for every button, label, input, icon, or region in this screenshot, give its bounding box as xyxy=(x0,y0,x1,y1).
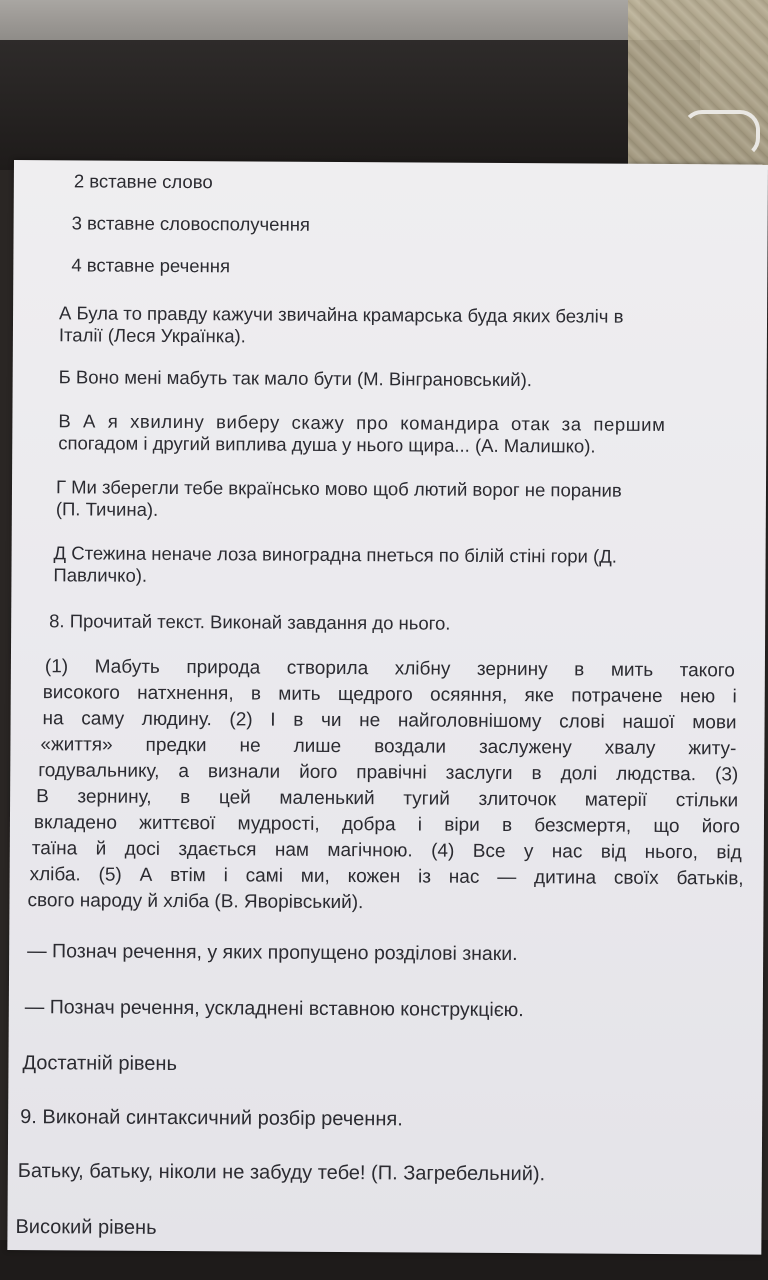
background-cable xyxy=(682,110,760,158)
level-high: Високий рівень xyxy=(15,1216,157,1239)
option-4: 4 вставне речення xyxy=(71,254,231,277)
sentence-a-line-1: А Була то правду кажучи звичайна крамарська буда яких безліч в xyxy=(59,302,624,327)
sentence-a-line-2: Італії (Леся Українка). xyxy=(58,324,246,347)
level-sufficient: Достатній рівень xyxy=(22,1052,178,1076)
task8-text-line-8: таїна й досі здається нам магічною. (4) Все у нас від нього, від xyxy=(31,838,742,864)
task8-text-line-1: (1) Мабуть природа створила хлібну зернину в мить такого xyxy=(44,656,735,682)
task8-instruction-1: — Познач речення, у яких пропущено розділові знаки. xyxy=(27,940,518,966)
sentence-d-line-2: Павличко). xyxy=(53,564,148,586)
background-pillow xyxy=(0,0,640,40)
task8-text-line-3: на саму людину. (2) І в чи не найголовнішому слові нашої мови xyxy=(42,708,737,734)
task8-heading: 8. Прочитай текст. Виконай завдання до нього. xyxy=(49,610,451,634)
task8-instruction-2: — Познач речення, ускладнені вставною конструкцією. xyxy=(24,996,524,1022)
sentence-v-line-1-text: В А я хвилину виберу скажу про командира отак за першим xyxy=(58,410,666,435)
task8-text-line-5: годувальнику, а визнали його правічні заслуги в долі людства. (3) xyxy=(38,760,739,786)
task9-heading: 9. Виконай синтаксичний розбір речення. xyxy=(20,1106,403,1131)
sentence-d-line-1: Д Стежина неначе лоза виноградна пнеться по білій стіні гори (Д. xyxy=(53,542,617,567)
paper-sheet xyxy=(7,160,768,1255)
task8-text-line-4: «життя» предки не лише воздали заслужену хвалу житу- xyxy=(40,734,737,760)
option-3: 3 вставне словосполучення xyxy=(71,212,311,235)
option-2: 2 вставне слово xyxy=(73,170,213,193)
background-dark-band xyxy=(0,40,700,170)
task8-text-line-2: високого натхнення, в мить щедрого осяяння, яке потрачене нею і xyxy=(42,682,737,708)
sentence-v-line-2: спогадом і другий виплива душа у нього щира... (А. Малишко). xyxy=(58,432,596,457)
task8-text-line-6: В зернину, в цей маленький тугий злиточок матерії стільки xyxy=(36,786,739,812)
task8-text-line-9: хліба. (5) А втім і самі ми, кожен із нас — дитина своїх батьків, xyxy=(29,864,744,890)
task8-text-line-10: свого народу й хліба (В. Яворівський). xyxy=(27,890,364,914)
sentence-b: Б Воно мені мабуть так мало бути (М. Вінграновський). xyxy=(58,366,532,391)
task8-text-line-7: вкладено життєвої мудрості, добра і віри в безсмертя, що його xyxy=(33,812,741,838)
task9-sentence: Батьку, батьку, ніколи не забуду тебе! (П. Загребельний). xyxy=(17,1160,546,1186)
sentence-g-line-2: (П. Тичина). xyxy=(55,498,159,520)
sentence-g-line-1: Г Ми зберегли тебе вкраїнсько мово щоб лютий ворог не поранив xyxy=(55,476,622,501)
